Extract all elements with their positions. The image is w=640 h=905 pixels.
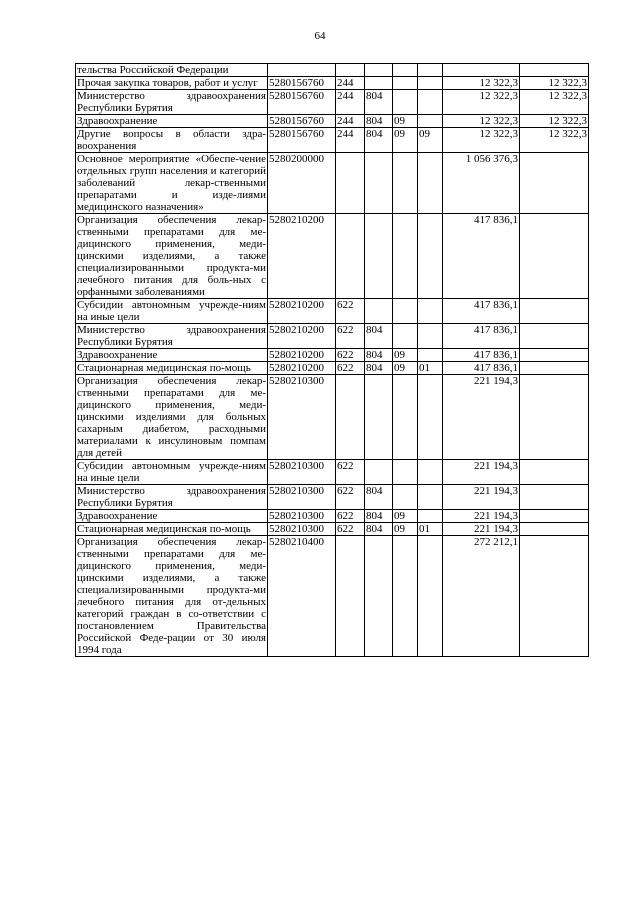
row-section-cell: 09 xyxy=(393,510,418,523)
row-amount-2-cell xyxy=(520,64,589,77)
page-number: 64 xyxy=(314,30,326,42)
row-name-cell: Субсидии автономным учрежде-ниям на иные цели xyxy=(77,460,266,484)
row-name-cell: тельства Российской Федерации xyxy=(76,64,268,77)
row-section-cell xyxy=(393,214,418,299)
row-code-cell: 5280210200 xyxy=(268,349,336,362)
row-expense-type-cell: 244 xyxy=(336,90,365,115)
row-code-cell: 5280156760 xyxy=(268,115,336,128)
row-expense-type-cell xyxy=(336,536,365,657)
row-code-cell: 5280156760 xyxy=(268,128,336,153)
table-row xyxy=(76,362,589,375)
row-expense-type-cell: 244 xyxy=(336,77,365,90)
row-name-cell: Прочая закупка товаров, работ и услуг xyxy=(76,77,268,90)
row-subsection-cell xyxy=(418,375,443,460)
row-subsection-cell xyxy=(418,299,443,324)
row-ministry-cell xyxy=(365,536,393,657)
row-section-cell xyxy=(393,64,418,77)
row-code-cell: 5280210300 xyxy=(268,375,336,460)
row-amount-cell: 12 322,3 xyxy=(443,115,520,128)
row-expense-type-cell: 622 xyxy=(336,485,365,510)
row-amount-cell xyxy=(443,64,520,77)
row-amount-2-cell xyxy=(520,153,589,214)
table-row xyxy=(76,115,589,128)
table-row xyxy=(76,153,589,214)
row-name-cell: Другие вопросы в области здра-воохранения xyxy=(77,128,266,152)
row-section-cell xyxy=(393,324,418,349)
row-code-cell: 5280210300 xyxy=(268,510,336,523)
row-amount-cell: 1 056 376,3 xyxy=(443,153,520,214)
row-amount-2-cell xyxy=(520,536,589,657)
row-section-cell: 09 xyxy=(393,115,418,128)
row-subsection-cell: 01 xyxy=(418,523,443,536)
row-ministry-cell xyxy=(365,214,393,299)
row-expense-type-cell xyxy=(336,64,365,77)
row-section-cell xyxy=(393,375,418,460)
row-ministry-cell: 804 xyxy=(365,324,393,349)
row-ministry-cell: 804 xyxy=(365,115,393,128)
row-ministry-cell xyxy=(365,64,393,77)
row-amount-2-cell xyxy=(520,375,589,460)
row-section-cell: 09 xyxy=(393,362,418,375)
row-name-cell: Субсидии автономным учрежде-ниям на иные цели xyxy=(77,299,266,323)
row-subsection-cell xyxy=(418,214,443,299)
row-subsection-cell xyxy=(418,485,443,510)
row-subsection-cell xyxy=(418,324,443,349)
row-code-cell: 5280156760 xyxy=(268,77,336,90)
table-row xyxy=(76,349,589,362)
row-code-cell: 5280210200 xyxy=(268,362,336,375)
row-ministry-cell xyxy=(365,77,393,90)
row-amount-2-cell xyxy=(520,349,589,362)
row-amount-cell: 12 322,3 xyxy=(443,90,520,115)
row-name-cell: Здравоохранение xyxy=(76,510,268,523)
row-amount-cell: 221 194,3 xyxy=(443,460,520,485)
row-ministry-cell xyxy=(365,299,393,324)
row-name-cell: Министерство здравоохранения Республики Бурятия xyxy=(77,485,266,509)
row-code-cell: 5280200000 xyxy=(268,153,336,214)
row-subsection-cell xyxy=(418,510,443,523)
row-expense-type-cell: 622 xyxy=(336,460,365,485)
row-code-cell: 5280210400 xyxy=(268,536,336,657)
row-code-cell: 5280210200 xyxy=(268,299,336,324)
row-amount-2-cell xyxy=(520,510,589,523)
row-amount-cell: 221 194,3 xyxy=(443,510,520,523)
row-amount-cell: 272 212,1 xyxy=(443,536,520,657)
row-section-cell: 09 xyxy=(393,523,418,536)
row-ministry-cell xyxy=(365,153,393,214)
row-name-cell: Здравоохранение xyxy=(76,115,268,128)
row-section-cell xyxy=(393,460,418,485)
row-amount-2-cell: 12 322,3 xyxy=(520,90,589,115)
row-amount-cell: 417 836,1 xyxy=(443,362,520,375)
table-row xyxy=(76,536,589,657)
row-subsection-cell xyxy=(418,349,443,362)
row-amount-cell: 12 322,3 xyxy=(443,128,520,153)
row-amount-2-cell xyxy=(520,362,589,375)
row-amount-cell: 221 194,3 xyxy=(443,375,520,460)
table-row xyxy=(76,77,589,90)
row-name-cell: Основное мероприятие «Обеспе-чение отдельных групп населения и категорий заболеваний лекар-ственными препаратами и изде-лиями медицинского назначения» xyxy=(77,153,266,213)
row-amount-cell: 417 836,1 xyxy=(443,214,520,299)
row-expense-type-cell: 622 xyxy=(336,349,365,362)
row-subsection-cell xyxy=(418,77,443,90)
row-ministry-cell: 804 xyxy=(365,510,393,523)
row-name-cell: Министерство здравоохранения Республики Бурятия xyxy=(77,324,266,348)
row-subsection-cell: 01 xyxy=(418,362,443,375)
row-amount-cell: 417 836,1 xyxy=(443,324,520,349)
row-amount-2-cell: 12 322,3 xyxy=(520,128,589,153)
row-amount-2-cell xyxy=(520,523,589,536)
table-row xyxy=(76,375,589,460)
row-subsection-cell xyxy=(418,90,443,115)
row-section-cell: 09 xyxy=(393,349,418,362)
row-section-cell xyxy=(393,77,418,90)
row-amount-2-cell xyxy=(520,299,589,324)
table-row xyxy=(76,214,589,299)
row-code-cell: 5280210300 xyxy=(268,460,336,485)
row-ministry-cell: 804 xyxy=(365,349,393,362)
row-name-cell: Организация обеспечения лекар-ственными препаратами для ме-дицинского применения, меди-цинскими изделиями, а также специализированными продукта-ми лечебного питания для боль-ных с орфанными заболеваниями xyxy=(77,214,266,298)
row-subsection-cell xyxy=(418,460,443,485)
row-ministry-cell: 804 xyxy=(365,128,393,153)
row-expense-type-cell: 622 xyxy=(336,299,365,324)
row-section-cell xyxy=(393,299,418,324)
row-ministry-cell: 804 xyxy=(365,485,393,510)
row-name-cell: Здравоохранение xyxy=(76,349,268,362)
row-amount-2-cell: 12 322,3 xyxy=(520,115,589,128)
table-row xyxy=(76,460,589,485)
row-ministry-cell: 804 xyxy=(365,523,393,536)
table-row xyxy=(76,90,589,115)
table-row xyxy=(76,523,589,536)
row-section-cell xyxy=(393,153,418,214)
row-ministry-cell xyxy=(365,375,393,460)
row-code-cell: 5280210200 xyxy=(268,214,336,299)
row-code-cell xyxy=(268,64,336,77)
row-section-cell xyxy=(393,536,418,657)
row-subsection-cell xyxy=(418,153,443,214)
row-expense-type-cell xyxy=(336,153,365,214)
row-expense-type-cell: 622 xyxy=(336,523,365,536)
row-expense-type-cell: 244 xyxy=(336,128,365,153)
row-name-cell: Стационарная медицинская по-мощь xyxy=(76,362,268,375)
row-code-cell: 5280210300 xyxy=(268,485,336,510)
row-section-cell xyxy=(393,90,418,115)
row-section-cell: 09 xyxy=(393,128,418,153)
table-row xyxy=(76,324,589,349)
row-amount-2-cell xyxy=(520,214,589,299)
row-amount-2-cell xyxy=(520,324,589,349)
table-row xyxy=(76,128,589,153)
row-amount-cell: 417 836,1 xyxy=(443,349,520,362)
row-expense-type-cell xyxy=(336,375,365,460)
row-name-cell: Стационарная медицинская по-мощь xyxy=(76,523,268,536)
table-body xyxy=(76,64,589,657)
row-expense-type-cell: 622 xyxy=(336,362,365,375)
row-code-cell: 5280210300 xyxy=(268,523,336,536)
row-amount-2-cell: 12 322,3 xyxy=(520,77,589,90)
row-expense-type-cell: 244 xyxy=(336,115,365,128)
table-row xyxy=(76,64,589,77)
row-subsection-cell: 09 xyxy=(418,128,443,153)
row-amount-cell: 12 322,3 xyxy=(443,77,520,90)
row-code-cell: 5280156760 xyxy=(268,90,336,115)
row-name-cell: Организация обеспечения лекар-ственными препаратами для ме-дицинского применения, меди-цинскими изделиями для больных сахарным диабетом, расходными материалами к инсулиновым помпам для детей xyxy=(77,375,266,459)
row-expense-type-cell: 622 xyxy=(336,324,365,349)
row-ministry-cell xyxy=(365,460,393,485)
row-subsection-cell xyxy=(418,64,443,77)
row-name-cell: Министерство здравоохранения Республики Бурятия xyxy=(77,90,266,114)
table-row xyxy=(76,299,589,324)
row-subsection-cell xyxy=(418,115,443,128)
row-expense-type-cell: 622 xyxy=(336,510,365,523)
row-section-cell xyxy=(393,485,418,510)
row-amount-cell: 221 194,3 xyxy=(443,485,520,510)
table-row xyxy=(76,510,589,523)
budget-table xyxy=(75,63,589,657)
row-expense-type-cell xyxy=(336,214,365,299)
row-subsection-cell xyxy=(418,536,443,657)
row-amount-cell: 417 836,1 xyxy=(443,299,520,324)
row-ministry-cell: 804 xyxy=(365,90,393,115)
row-amount-cell: 221 194,3 xyxy=(443,523,520,536)
row-amount-2-cell xyxy=(520,460,589,485)
row-amount-2-cell xyxy=(520,485,589,510)
table-row xyxy=(76,485,589,510)
row-code-cell: 5280210200 xyxy=(268,324,336,349)
row-ministry-cell: 804 xyxy=(365,362,393,375)
row-name-cell: Организация обеспечения лекар-ственными препаратами для ме-дицинского применения, меди-цинскими изделиями, а также специализированными продукта-ми лечебного питания для от-дельных категорий граждан в со-ответствии с постановлением Правительства Российской Феде-рации от 30 июля 1994 года xyxy=(77,536,266,656)
